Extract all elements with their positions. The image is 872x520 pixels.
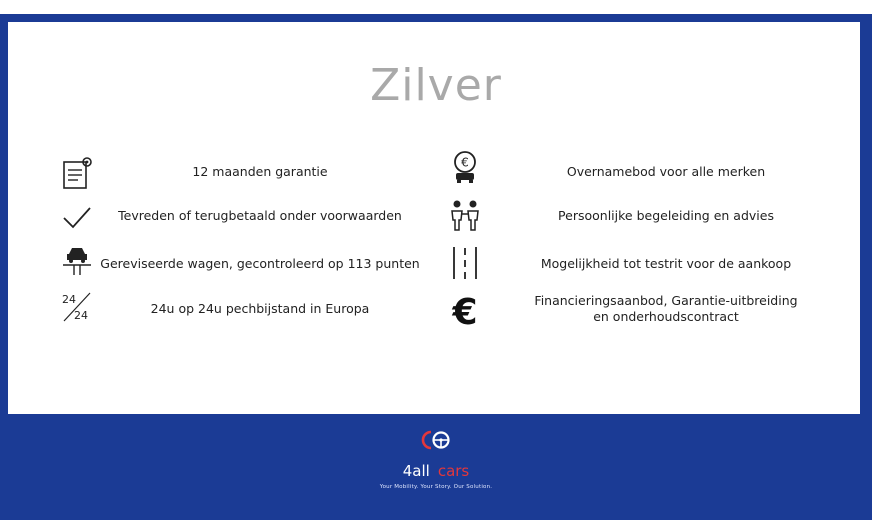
euro-icon: €: [452, 292, 478, 333]
brand-name-main: 4all: [402, 462, 430, 480]
checkmark-icon: [60, 200, 94, 234]
euro-car-symbol: €: [461, 155, 469, 170]
feature-tradein-text: Overnamebod voor alle merken: [566, 164, 766, 179]
brand-logo-icon: [418, 428, 454, 452]
document-gear-icon: [60, 156, 94, 190]
feature-inspection-text: Gereviseerde wagen, gecontroleerd op 113 punten: [100, 256, 420, 271]
brand-name: [0, 462, 872, 480]
icon-24-top: 24: [62, 293, 76, 306]
page-title: Zilver: [370, 60, 502, 111]
feature-financing-text-line1: Financieringsaanbod, Garantie-uitbreiding: [534, 293, 798, 308]
feature-testdrive-text: Mogelijkheid tot testrit voor de aankoop: [540, 256, 792, 271]
feature-guidance-text: Persoonlijke begeleiding en advies: [558, 208, 774, 223]
euro-car-icon: [448, 150, 482, 184]
road-icon: [448, 246, 482, 280]
icon-24-bottom: 24: [74, 309, 88, 322]
people-icon: [448, 198, 482, 232]
feature-warranty-text: 12 maanden garantie: [192, 164, 328, 179]
brand-name-accent: cars: [437, 462, 470, 480]
feature-financing-text-line2: en onderhoudscontract: [593, 309, 739, 324]
24-24-icon: [60, 290, 94, 324]
feature-assistance-text: 24u op 24u pechbijstand in Europa: [150, 301, 370, 316]
brand-slogan: Your Mobility. Your Story. Our Solution.: [379, 484, 493, 490]
car-lift-icon: [60, 242, 94, 276]
feature-satisfaction-text: Tevreden of terugbetaald onder voorwaarden: [118, 208, 402, 223]
